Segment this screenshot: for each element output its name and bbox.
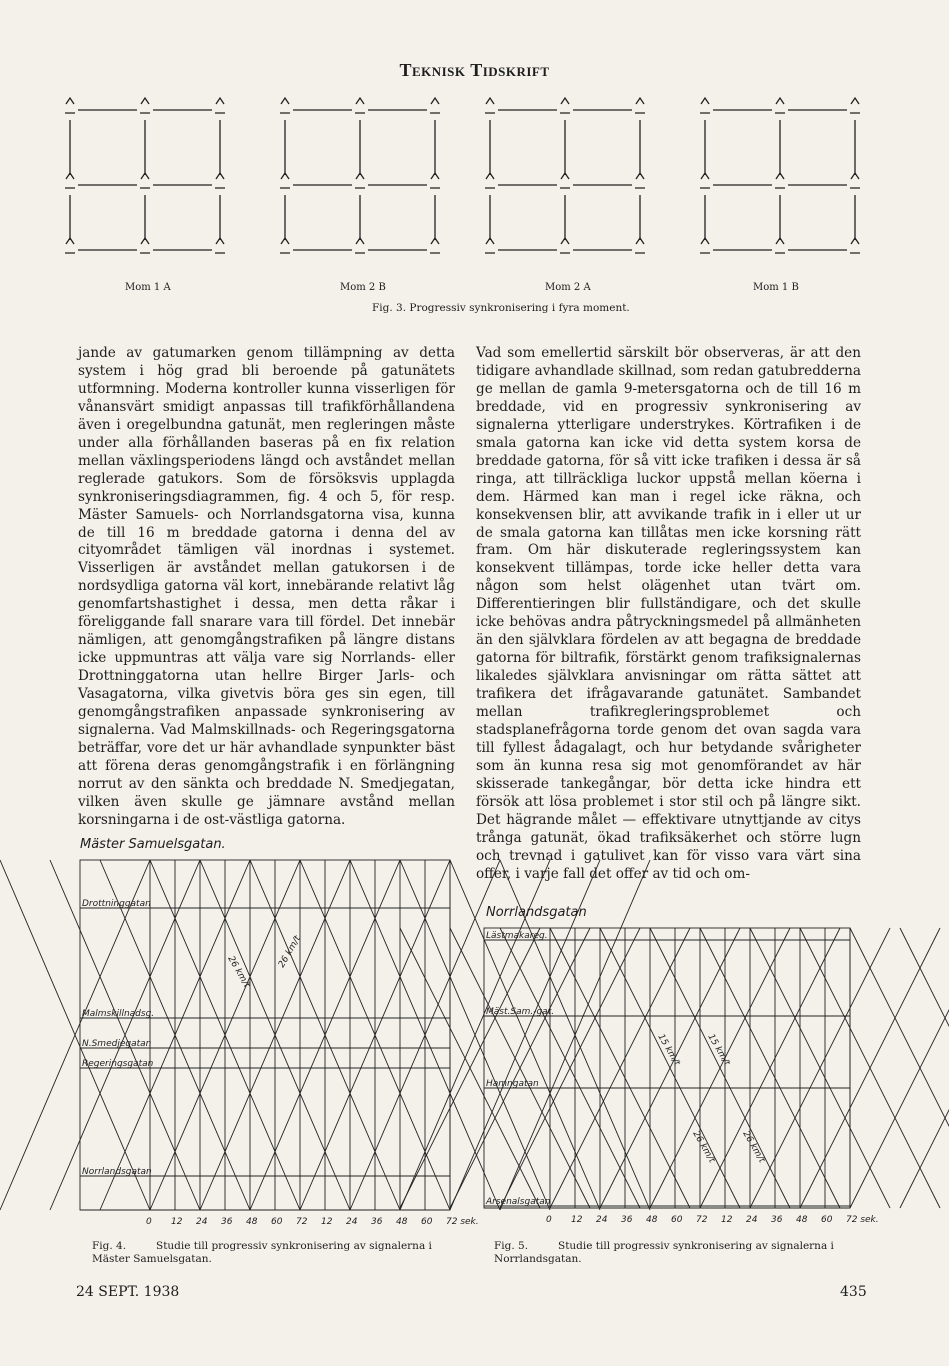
signal-arrow-icon <box>430 98 440 113</box>
signal-arrow-icon <box>560 173 570 188</box>
speed-label: 26 km/t <box>276 934 304 970</box>
signal-arrow-icon <box>635 238 645 253</box>
speed-label: 26 km/t <box>740 1129 767 1165</box>
fig3-diagrams <box>0 0 949 290</box>
fig4-caption-text: Studie till progressiv synkronisering av signalerna i Mäster Samuelsgatan. <box>92 1240 432 1265</box>
signal-arrow-icon <box>775 98 785 113</box>
signal-arrow-icon <box>355 173 365 188</box>
time-tick-label: 12 <box>721 1215 733 1225</box>
signal-arrow-icon <box>430 173 440 188</box>
signal-arrow-icon <box>700 238 710 253</box>
time-tick-label: 12 <box>171 1217 183 1227</box>
street-label: Norrlandsgatan <box>82 1167 152 1177</box>
time-tick-label: 36 <box>371 1217 383 1227</box>
signal-arrow-icon <box>65 173 75 188</box>
moment-label: Mom 1 B <box>753 282 799 293</box>
time-tick-label: 72 sek. <box>446 1217 479 1227</box>
signal-arrow-icon <box>775 238 785 253</box>
left-column <box>78 345 455 830</box>
time-tick-label: 36 <box>621 1215 633 1225</box>
fig4-caption <box>92 1240 462 1266</box>
speed-label: 26 km/t <box>225 954 252 990</box>
signal-arrow-icon <box>700 98 710 113</box>
signal-arrow-icon <box>850 173 860 188</box>
time-tick-label: 24 <box>196 1217 208 1227</box>
time-tick-label: 36 <box>221 1217 233 1227</box>
right-column-text: Vad som emellertid särskilt bör observeras, är att den tidigare avhandlade skillnad, som redan gatubredderna ge mellan de gamla 9-metersgatorna och de till 16 m breddade, vid en progressiv synkronisering av signalerna ytterligare understrykes. Körtrafiken i de smala gatorna kan icke vid detta system korsa de breddade gatorna, för så vitt icke trafiken i dessa är så ringa, att tillräckliga luckor uppstå mellan köerna i dem. Härmed kan man i regel icke räkna, och konsekvensen blir, att avvikande trafik in i eller ut ur de smala gatorna kan tillåtas men icke korsning rätt fram. Om här diskuterade regleringssystem kan konsekvent tillämpas, torde icke heller detta vara någon som helst olägenhet utan tvärt om. Differentieringen blir fullständigare, och det skulle icke behövas andra påtryckningsmedel på allmänheten än den självklara fördelen av att begagna de breddade gatorna för biltrafik, förstärkt genom trafiksignalernas likaledes självklara anvisningar om rätta sättet att trafikera det ifrågavarande gatunätet. Sambandet mellan trafikregleringsproblemet och stadsplanefrågorna torde genom det ovan sagda vara till fyllest ådagalagt, och hur betydande svårigheter som än kunna resa sig mot genomförandet av här skisserade tankegångar, bör detta icke hindra ett försök att lösa problemet i stor stil och på längre sikt. Det hägrande målet — effektivare utnyttjande av citys trånga gatunät, ökad trafiksäkerhet och större lugn och trevnad i gatulivet kan för visso vara värt sina offer, i varje fall det offer av tid och om- <box>476 345 861 882</box>
left-column-text: jande av gatumarken genom tillämpning av detta system i hög grad bli beroende på gatunätets utformning. Moderna kontroller kunna visserligen för vånansvärt smidigt anpassas till trafikförhållandena även i oregelbundna gatunät, men regleringen måste under alla förhållanden baseras på en fix relation mellan växlingsperiodens längd och avståndet mellan reglerade gatukors. Som de försöksvis upplagda synkroniseringsdiagrammen, fig. 4 och 5, för resp. Mäster Samuels- och Norrlandsgatorna visa, kunna de till 16 m breddade gatorna i denna del av cityområdet tämligen väl inordnas i systemet. Visserligen är avståndet mellan gatukorsen i de nordsydliga gatorna väl kort, innebärande relativt låg genomfartshastighet i dessa, men detta råkar i föreliggande fall snarare vara till fördel. Det innebär nämligen, att genomgångstrafiken på längre distans icke uppmuntras att välja vare sig Norrlands- eller Drottninggatorna utan hellre Birger Jarls- och Vasagatorna, vilka givetvis böra ges sin egen, till genomgångstrafiken anpassade synkronisering av signalerna. Vad Malmskillnads- och Regeringsgatorna beträffar, vore det ur här avhandlade synpunkter bäst att förena deras genomgångstrafik i en förlängning norrut av den sänkta och breddade N. Smedjegatan, vilken även skulle ge jämnare avstånd mellan korsningarna i de ost-västliga gatorna. <box>78 345 455 828</box>
time-tick-label: 48 <box>796 1215 808 1225</box>
signal-arrow-icon <box>635 98 645 113</box>
signal-arrow-icon <box>850 238 860 253</box>
signal-arrow-icon <box>430 238 440 253</box>
signal-arrow-icon <box>140 173 150 188</box>
time-tick-label: 60 <box>271 1217 283 1227</box>
signal-arrow-icon <box>775 173 785 188</box>
street-label: Lästmakareg. <box>486 931 548 941</box>
signal-arrow-icon <box>215 98 225 113</box>
signal-arrow-icon <box>560 98 570 113</box>
time-tick-label: 72 <box>696 1215 708 1225</box>
progression-line <box>900 928 949 1208</box>
signal-arrow-icon <box>215 238 225 253</box>
signal-arrow-icon <box>280 238 290 253</box>
progression-line <box>900 928 949 1208</box>
signal-arrow-icon <box>485 173 495 188</box>
time-tick-label: 24 <box>596 1215 608 1225</box>
signal-arrow-icon <box>215 173 225 188</box>
signal-arrow-icon <box>485 238 495 253</box>
signal-arrow-icon <box>850 98 860 113</box>
time-tick-label: 48 <box>396 1217 408 1227</box>
signal-arrow-icon <box>280 98 290 113</box>
signal-arrow-icon <box>560 238 570 253</box>
progression-line <box>850 928 949 1208</box>
moment-label: Mom 1 A <box>125 282 171 293</box>
signal-arrow-icon <box>65 238 75 253</box>
fig5-diagram <box>478 918 879 1238</box>
signal-arrow-icon <box>700 173 710 188</box>
signal-arrow-icon <box>140 238 150 253</box>
diagram-frame <box>80 860 450 1210</box>
street-label: Arsenalsgatan <box>486 1197 551 1207</box>
moment-label: Mom 2 A <box>545 282 591 293</box>
speed-label: 26 km/t <box>690 1129 717 1165</box>
time-tick-label: 12 <box>571 1215 583 1225</box>
time-tick-label: 12 <box>321 1217 333 1227</box>
street-label: Drottninggatan <box>82 899 151 909</box>
diagram-frame <box>484 928 850 1208</box>
page-number: 435 <box>840 1284 867 1300</box>
time-tick-label: 48 <box>246 1217 258 1227</box>
time-tick-label: 24 <box>346 1217 358 1227</box>
fig5-caption <box>494 1240 864 1266</box>
fig5-caption-number: Fig. 5. <box>494 1240 529 1252</box>
signal-arrow-icon <box>485 98 495 113</box>
signal-arrow-icon <box>140 98 150 113</box>
fig5-title: Norrlandsgatan <box>486 905 587 920</box>
time-tick-label: 60 <box>421 1217 433 1227</box>
time-tick-label: 48 <box>646 1215 658 1225</box>
signal-arrow-icon <box>635 173 645 188</box>
signal-arrow-icon <box>65 98 75 113</box>
street-label: Regeringsgatan <box>82 1059 154 1069</box>
time-tick-label: 72 <box>296 1217 308 1227</box>
signal-arrow-icon <box>355 98 365 113</box>
right-column <box>476 345 861 884</box>
fig4-title: Mäster Samuelsgatan. <box>80 837 226 852</box>
moment-label: Mom 2 B <box>340 282 386 293</box>
time-tick-label: 0 <box>146 1217 152 1227</box>
street-label: Hamngatan <box>486 1079 539 1089</box>
time-tick-label: 24 <box>746 1215 758 1225</box>
progression-line <box>850 928 949 1208</box>
fig5-caption-text: Studie till progressiv synkronisering av signalerna i Norrlandsgatan. <box>494 1240 834 1265</box>
speed-label: 15 km/t <box>655 1032 682 1068</box>
speed-label: 15 km/t <box>705 1032 732 1068</box>
fig4-caption-number: Fig. 4. <box>92 1240 127 1252</box>
time-tick-label: 60 <box>821 1215 833 1225</box>
issue-date: 24 SEPT. 1938 <box>76 1284 180 1300</box>
time-tick-label: 60 <box>671 1215 683 1225</box>
time-tick-label: 36 <box>771 1215 783 1225</box>
fig3-caption: Fig. 3. Progressiv synkronisering i fyra moment. <box>372 302 630 314</box>
street-label: N.Smedjegatan <box>82 1039 152 1049</box>
signal-arrow-icon <box>355 238 365 253</box>
street-label: Malmskillnadsg. <box>82 1009 155 1019</box>
fig4-diagram <box>78 848 478 1238</box>
time-tick-label: 72 sek. <box>846 1215 879 1225</box>
street-label: Mäst.Sam.-gat. <box>486 1007 555 1017</box>
signal-arrow-icon <box>280 173 290 188</box>
journal-title: Teknisk Tidskrift <box>399 60 550 80</box>
time-tick-label: 0 <box>546 1215 552 1225</box>
